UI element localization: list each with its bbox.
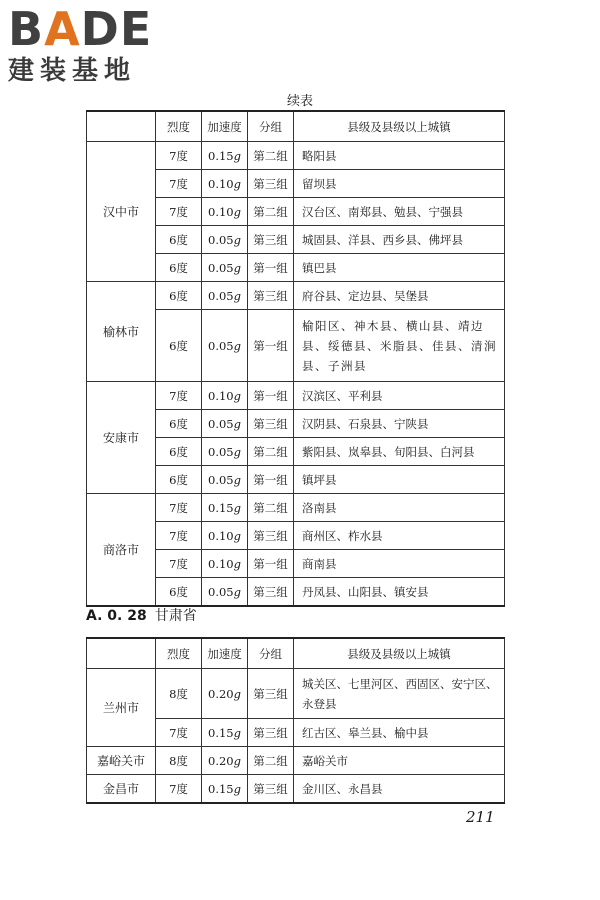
intensity-cell: 6度 bbox=[156, 466, 202, 494]
counties-cell: 洛南县 bbox=[294, 494, 505, 522]
group-cell: 第一组 bbox=[248, 382, 294, 410]
acceleration-cell: 0.15g bbox=[202, 494, 248, 522]
acceleration-cell: 0.05g bbox=[202, 254, 248, 282]
counties-cell: 红古区、皋兰县、榆中县 bbox=[294, 719, 505, 747]
intensity-cell: 6度 bbox=[156, 410, 202, 438]
table-header-row bbox=[87, 638, 505, 669]
group-cell: 第三组 bbox=[248, 170, 294, 198]
acceleration-cell: 0.10g bbox=[202, 170, 248, 198]
counties-cell: 留坝县 bbox=[294, 170, 505, 198]
group-cell: 第二组 bbox=[248, 494, 294, 522]
city-cell: 兰州市 bbox=[87, 669, 156, 747]
group-cell: 第一组 bbox=[248, 254, 294, 282]
acceleration-cell: 0.10g bbox=[202, 198, 248, 226]
city-cell: 商洛市 bbox=[87, 494, 156, 607]
intensity-cell: 7度 bbox=[156, 382, 202, 410]
section-number: A. 0. 28 bbox=[86, 608, 147, 624]
logo-subtitle: 建装基地 bbox=[8, 56, 137, 86]
counties-cell: 略阳县 bbox=[294, 142, 505, 170]
intensity-cell: 8度 bbox=[156, 669, 202, 719]
header-intensity: 烈度 bbox=[156, 638, 202, 669]
group-cell: 第二组 bbox=[248, 142, 294, 170]
table-row bbox=[87, 382, 505, 410]
header-group: 分组 bbox=[248, 111, 294, 142]
table-row bbox=[87, 282, 505, 310]
counties-cell: 汉滨区、平利县 bbox=[294, 382, 505, 410]
table-row bbox=[87, 494, 505, 522]
group-cell: 第二组 bbox=[248, 747, 294, 775]
group-cell: 第二组 bbox=[248, 198, 294, 226]
intensity-cell: 7度 bbox=[156, 170, 202, 198]
acceleration-cell: 0.10g bbox=[202, 382, 248, 410]
acceleration-cell: 0.05g bbox=[202, 410, 248, 438]
counties-cell: 金川区、永昌县 bbox=[294, 775, 505, 804]
group-cell: 第三组 bbox=[248, 282, 294, 310]
table-row bbox=[87, 775, 505, 804]
intensity-cell: 6度 bbox=[156, 310, 202, 382]
group-cell: 第三组 bbox=[248, 578, 294, 607]
seismic-table-gansu bbox=[86, 637, 505, 804]
intensity-cell: 6度 bbox=[156, 282, 202, 310]
table-header-row bbox=[87, 111, 505, 142]
acceleration-cell: 0.05g bbox=[202, 466, 248, 494]
header-counties: 县级及县级以上城镇 bbox=[294, 111, 505, 142]
header-group: 分组 bbox=[248, 638, 294, 669]
logo-wordmark: BADE bbox=[8, 2, 153, 56]
section-title: 甘肃省 bbox=[154, 608, 197, 624]
group-cell: 第一组 bbox=[248, 550, 294, 578]
group-cell: 第三组 bbox=[248, 669, 294, 719]
acceleration-cell: 0.05g bbox=[202, 310, 248, 382]
acceleration-cell: 0.15g bbox=[202, 142, 248, 170]
counties-cell: 汉阴县、石泉县、宁陕县 bbox=[294, 410, 505, 438]
acceleration-cell: 0.05g bbox=[202, 282, 248, 310]
group-cell: 第三组 bbox=[248, 719, 294, 747]
table-row bbox=[87, 142, 505, 170]
section-heading bbox=[86, 605, 197, 625]
counties-cell: 嘉峪关市 bbox=[294, 747, 505, 775]
counties-cell: 城固县、洋县、西乡县、佛坪县 bbox=[294, 226, 505, 254]
intensity-cell: 7度 bbox=[156, 494, 202, 522]
counties-cell: 商州区、柞水县 bbox=[294, 522, 505, 550]
header-intensity: 烈度 bbox=[156, 111, 202, 142]
group-cell: 第三组 bbox=[248, 226, 294, 254]
header-acceleration: 加速度 bbox=[202, 638, 248, 669]
acceleration-cell: 0.05g bbox=[202, 578, 248, 607]
intensity-cell: 7度 bbox=[156, 198, 202, 226]
counties-cell: 商南县 bbox=[294, 550, 505, 578]
intensity-cell: 7度 bbox=[156, 142, 202, 170]
intensity-cell: 6度 bbox=[156, 226, 202, 254]
intensity-cell: 6度 bbox=[156, 578, 202, 607]
group-cell: 第二组 bbox=[248, 438, 294, 466]
intensity-cell: 6度 bbox=[156, 438, 202, 466]
header-city bbox=[87, 111, 156, 142]
table-row bbox=[87, 669, 505, 719]
group-cell: 第三组 bbox=[248, 775, 294, 804]
city-cell: 嘉峪关市 bbox=[87, 747, 156, 775]
group-cell: 第一组 bbox=[248, 466, 294, 494]
seismic-table-shaanxi bbox=[86, 110, 505, 607]
counties-cell: 榆阳区、神木县、横山县、靖边县、绥德县、米脂县、佳县、清涧县、子洲县 bbox=[294, 310, 505, 382]
acceleration-cell: 0.05g bbox=[202, 438, 248, 466]
header-acceleration: 加速度 bbox=[202, 111, 248, 142]
counties-cell: 镇巴县 bbox=[294, 254, 505, 282]
intensity-cell: 7度 bbox=[156, 550, 202, 578]
header-counties: 县级及县级以上城镇 bbox=[294, 638, 505, 669]
intensity-cell: 7度 bbox=[156, 522, 202, 550]
intensity-cell: 8度 bbox=[156, 747, 202, 775]
acceleration-cell: 0.10g bbox=[202, 550, 248, 578]
acceleration-cell: 0.15g bbox=[202, 719, 248, 747]
city-cell: 金昌市 bbox=[87, 775, 156, 804]
table-row bbox=[87, 747, 505, 775]
counties-cell: 府谷县、定边县、吴堡县 bbox=[294, 282, 505, 310]
intensity-cell: 6度 bbox=[156, 254, 202, 282]
counties-cell: 紫阳县、岚皋县、旬阳县、白河县 bbox=[294, 438, 505, 466]
counties-cell: 城关区、七里河区、西固区、安宁区、永登县 bbox=[294, 669, 505, 719]
intensity-cell: 7度 bbox=[156, 719, 202, 747]
bade-logo bbox=[8, 4, 178, 88]
counties-cell: 丹凤县、山阳县、镇安县 bbox=[294, 578, 505, 607]
table-caption: 续表 bbox=[286, 94, 313, 109]
city-cell: 榆林市 bbox=[87, 282, 156, 382]
acceleration-cell: 0.15g bbox=[202, 775, 248, 804]
page-number: 211 bbox=[466, 808, 495, 826]
counties-cell: 汉台区、南郑县、勉县、宁强县 bbox=[294, 198, 505, 226]
city-cell: 汉中市 bbox=[87, 142, 156, 282]
acceleration-cell: 0.20g bbox=[202, 669, 248, 719]
acceleration-cell: 0.05g bbox=[202, 226, 248, 254]
acceleration-cell: 0.10g bbox=[202, 522, 248, 550]
group-cell: 第三组 bbox=[248, 522, 294, 550]
group-cell: 第三组 bbox=[248, 410, 294, 438]
group-cell: 第一组 bbox=[248, 310, 294, 382]
header-city bbox=[87, 638, 156, 669]
intensity-cell: 7度 bbox=[156, 775, 202, 804]
acceleration-cell: 0.20g bbox=[202, 747, 248, 775]
city-cell: 安康市 bbox=[87, 382, 156, 494]
counties-cell: 镇坪县 bbox=[294, 466, 505, 494]
